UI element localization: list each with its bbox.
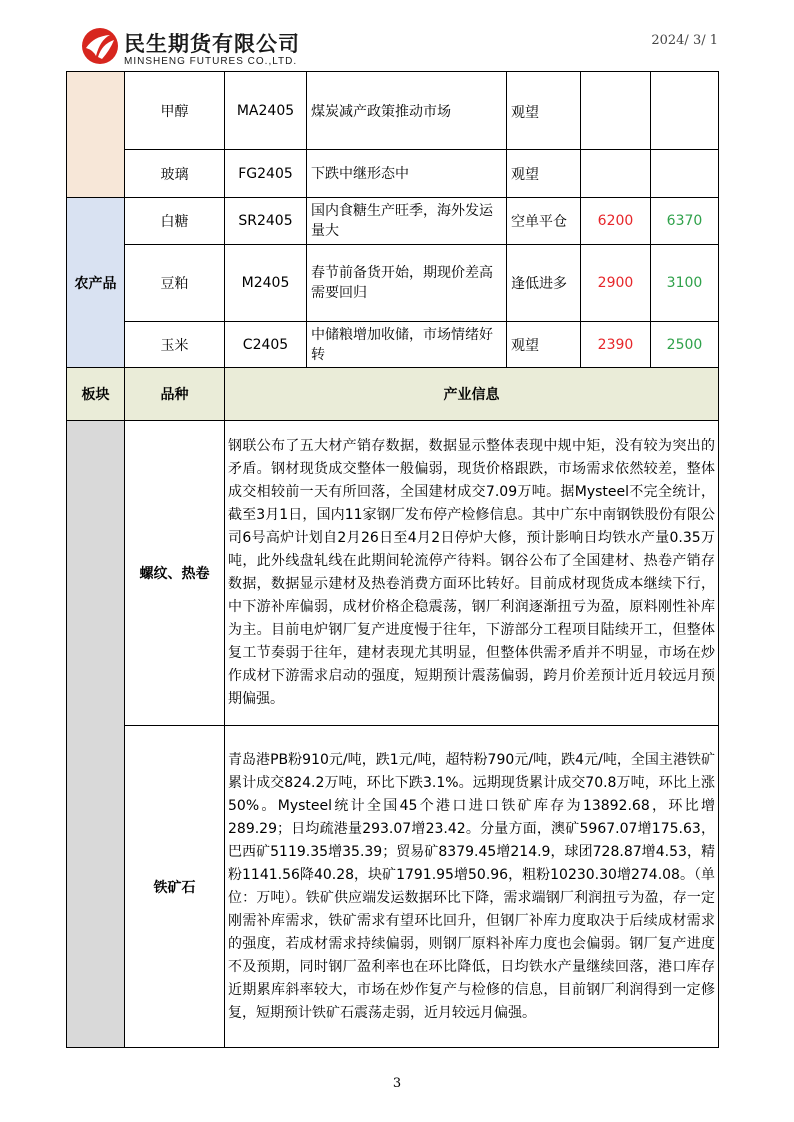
page-number: 3 — [392, 1076, 402, 1091]
resistance-cell: 3100 — [651, 245, 719, 322]
table-row — [67, 421, 719, 726]
commodity-table — [66, 71, 719, 1048]
header-variety: 品种 — [125, 368, 225, 421]
industry-info-text: 钢联公布了五大材产销存数据，数据显示整体表现中规中矩，没有较为突出的矛盾。钢材现货成交整体一般偏弱，现货价格跟跌，市场需求依然较差，整体成交相较前一天有所回落，全国建材成交7.09万吨。据Mysteel不完全统计，截至3月1日，国内11家钢厂发布停产检修信息。其中广东中南钢铁股份有限公司6号高炉计划自2月26日至4月2日停炉大修，预计影响日均铁水产量0.35万吨，此外线盘轧线在此期间轮流停产待料。钢谷公布了全国建材、热卷产销存数据，数据显示建材及热卷消费方面环比转好。目前成材现货成本继续下行，中下游补库偏弱，成材价格企稳震荡，钢厂利润逐渐扭亏为盈，原料刚性补库为主。目前电炉钢厂复产进度慢于往年，下游部分工程项目陆续开工，但整体复工节奏弱于往年，建材表现尤其明显，但整体供需矛盾并不明显，市场在炒作成材下游需求启动的强度，短期预计震荡偏弱，跨月价差预计近月较远月预期偏强。 — [225, 421, 719, 726]
resistance-cell — [651, 72, 719, 150]
strategy-cell: 观望 — [507, 322, 581, 368]
support-cell: 2900 — [581, 245, 651, 322]
code-cell: MA2405 — [225, 72, 307, 150]
variety-cell: 白糖 — [125, 198, 225, 245]
report-date: 2024/ 3/ 1 — [651, 33, 718, 48]
resistance-cell: 2500 — [651, 322, 719, 368]
code-cell: M2405 — [225, 245, 307, 322]
support-cell — [581, 72, 651, 150]
variety-cell: 玉米 — [125, 322, 225, 368]
variety-cell: 铁矿石 — [125, 726, 225, 1048]
variety-cell: 甲醇 — [125, 72, 225, 150]
logic-cell: 下跌中继形态中 — [307, 150, 507, 198]
logic-cell: 中储粮增加收储，市场情绪好转 — [307, 322, 507, 368]
code-cell: FG2405 — [225, 150, 307, 198]
sector-cell-agri: 农产品 — [67, 198, 125, 368]
variety-cell: 豆粕 — [125, 245, 225, 322]
logic-cell: 国内食糖生产旺季，海外发运量大 — [307, 198, 507, 245]
logic-cell: 煤炭减产政策推动市场 — [307, 72, 507, 150]
table-row — [67, 198, 719, 245]
table-row — [67, 150, 719, 198]
strategy-cell: 空单平仓 — [507, 198, 581, 245]
sector-cell — [67, 72, 125, 198]
resistance-cell: 6370 — [651, 198, 719, 245]
support-cell: 6200 — [581, 198, 651, 245]
table-row — [67, 322, 719, 368]
table-row — [67, 245, 719, 322]
logic-cell: 春节前备货开始，期现价差高需要回归 — [307, 245, 507, 322]
variety-cell: 玻璃 — [125, 150, 225, 198]
sector-cell-gray — [67, 421, 125, 1048]
code-cell: SR2405 — [225, 198, 307, 245]
brand-name-cn: 民生期货有限公司 — [124, 32, 300, 56]
support-cell — [581, 150, 651, 198]
support-cell: 2390 — [581, 322, 651, 368]
code-cell: C2405 — [225, 322, 307, 368]
resistance-cell — [651, 150, 719, 198]
strategy-cell: 观望 — [507, 72, 581, 150]
page-header — [0, 0, 794, 72]
variety-cell: 螺纹、热卷 — [125, 421, 225, 726]
header-info: 产业信息 — [225, 368, 719, 421]
industry-info-text: 青岛港PB粉910元/吨，跌1元/吨，超特粉790元/吨，跌4元/吨，全国主港铁矿累计成交824.2万吨，环比下跌3.1%。远期现货累计成交70.8万吨，环比上涨50%。Mysteel统计全国45个港口进口铁矿库存为13892.68，环比增289.29；日均疏港量293.07增23.42。分量方面，澳矿5967.07增175.63，巴西矿5119.35增35.39；贸易矿8379.45增214.9，球团728.87增4.53，精粉1141.56降40.28，块矿1791.95增50.96，粗粉10230.30增274.08。（单位：万吨）。铁矿供应端发运数据环比下降，需求端钢厂利润扭亏为盈，存一定刚需补库需求，铁矿需求有望环比回升，但钢厂补库力度取决于后续成材需求的强度，若成材需求持续偏弱，则钢厂原料补库力度也会偏弱。钢厂复产进度不及预期，同时钢厂盈利率也在环比降低，日均铁水产量继续回落，港口库存近期累库斜率较大，市场在炒作复产与检修的信息，目前钢厂利润得到一定修复，短期预计铁矿石震荡走弱，近月较远月偏强。 — [225, 726, 719, 1048]
table-row — [67, 726, 719, 1048]
header-sector: 板块 — [67, 368, 125, 421]
table-row — [67, 72, 719, 150]
strategy-cell: 观望 — [507, 150, 581, 198]
info-header-row — [67, 368, 719, 421]
brand-name-en: MINSHENG FUTURES CO.,LTD. — [124, 56, 298, 67]
strategy-cell: 逢低进多 — [507, 245, 581, 322]
minsheng-logo-icon — [80, 26, 120, 66]
